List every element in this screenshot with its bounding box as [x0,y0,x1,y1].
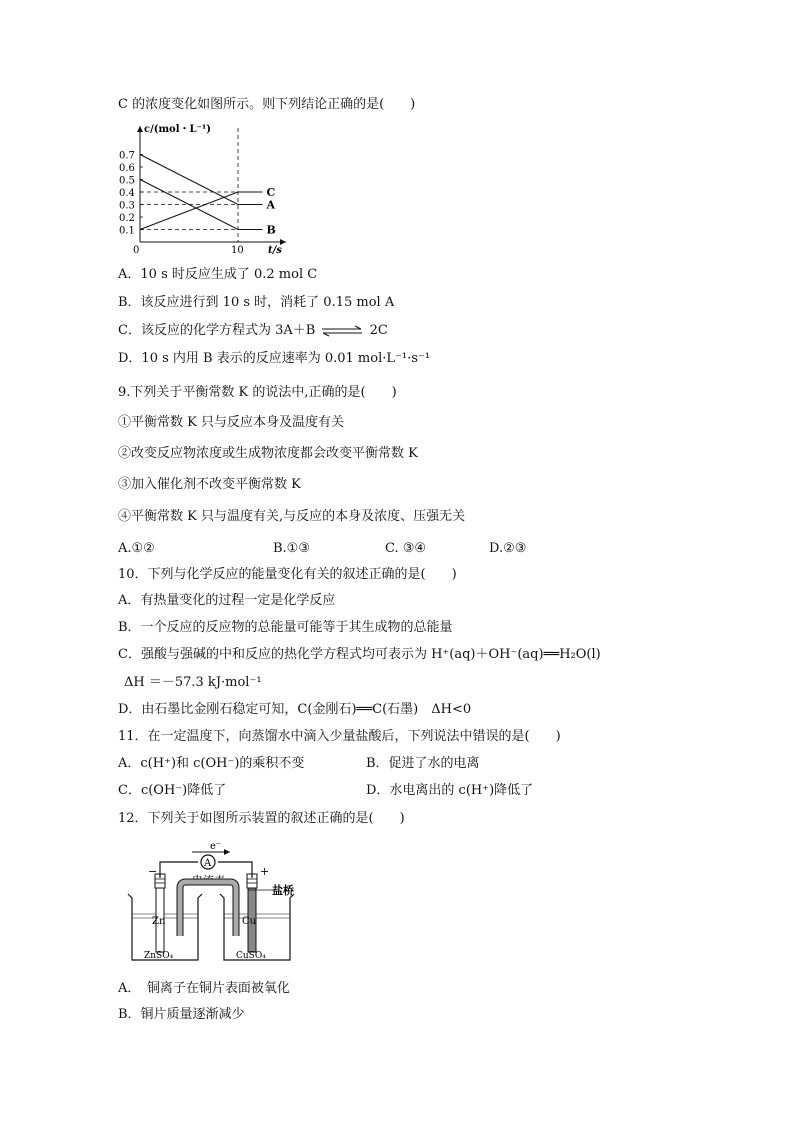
q11-option-b: B．促进了水的电离 [366,756,480,771]
q10-option-b: B．一个反应的反应物的总能量可能等于其生成物的总能量 [118,620,453,635]
q9-option-c: C. ③④ [385,541,427,556]
q9-item-2: ②改变反应物浓度或生成物浓度都会改变平衡常数 K [118,446,418,461]
y-tick-label: 0.4 [119,188,135,199]
q9-item-1: ①平衡常数 K 只与反应本身及温度有关 [118,415,344,430]
left-solution-label: ZnSO₄ [144,951,174,961]
x-tick-label: 0 [133,245,140,256]
x-tick-label: 10 [231,245,244,256]
chart-labels [119,124,282,256]
ammeter-label: 电流表 [192,874,225,887]
y-axis-arrow-icon [137,126,143,132]
q9-item-4: ④平衡常数 K 只与温度有关,与反应的本身及浓度、压强无关 [118,509,466,524]
y-tick-label: 0.5 [119,175,135,187]
y-tick-label: 0.7 [119,150,135,162]
q8-stem: C 的浓度变化如图所示。则下列结论正确的是( ) [118,97,416,112]
chart-axes [137,126,286,245]
right-solution-label: CuSO₄ [236,951,266,961]
q9-option-d: D.②③ [489,541,527,556]
q10-option-d: D．由石墨比金刚石稳定可知，C(金刚石)══C(石墨) ΔH<0 [118,702,472,717]
chart-series [140,155,263,230]
q10-option-c-enthalpy: ΔH ＝－57.3 kJ·mol⁻¹ [124,675,262,690]
q12-stem: 12．下列关于如图所示装置的叙述正确的是( ) [118,811,405,826]
chart-dashed-guides [140,128,238,242]
q9-item-3: ③加入催化剂不改变平衡常数 K [118,477,301,492]
zinc-label: Zn [152,916,166,927]
y-tick-label: 0.1 [119,225,135,237]
concentration-chart [118,118,298,260]
q8-option-d: D．10 s 内用 B 表示的反应速率为 0.01 mol·L⁻¹·s⁻¹ [118,351,430,366]
copper-label: Cu [242,916,257,927]
q8-option-c-suffix: 2C [369,323,388,338]
x-axis-label: t/s [268,245,282,256]
q9-option-b: B.①③ [273,541,310,556]
q10-stem: 10．下列与化学反应的能量变化有关的叙述正确的是( ) [118,567,457,582]
y-tick-label: 0.3 [119,200,135,212]
series-label-A: A [266,198,276,212]
galvanic-cell-diagram [122,838,322,970]
q12-option-b: B．铜片质量逐渐减少 [118,1007,245,1022]
q10-option-c: C．强酸与强碱的中和反应的热化学方程式均可表示为 H⁺(aq)＋OH⁻(aq)══H₂O(l) [118,647,601,662]
q11-option-d: D．水电离出的 c(H⁺)降低了 [366,783,534,798]
positive-sign: + [260,865,270,878]
q10-option-a: A．有热量变化的过程一定是化学反应 [118,593,336,608]
salt-bridge [180,882,236,936]
q8-option-a: A．10 s 时反应生成了 0.2 mol C [118,267,318,282]
q8-option-b: B．该反应进行到 10 s 时，消耗了 0.15 mol A [118,295,395,310]
q8-option-c [118,322,388,340]
series-label-B: B [266,223,276,237]
negative-sign: − [148,865,158,878]
q9-stem: 9.下列关于平衡常数 K 的说法中,正确的是( ) [118,385,397,400]
q8-option-c-prefix: C．该反应的化学方程式为 3A＋B [118,323,316,338]
y-tick-label: 0.6 [119,163,135,174]
q11-stem: 11．在一定温度下，向蒸馏水中滴入少量盐酸后，下列说法中错误的是( ) [118,729,561,744]
series-label-C: C [266,186,276,199]
q11-option-c: C．c(OH⁻)降低了 [118,783,227,798]
q11-option-a: A．c(H⁺)和 c(OH⁻)的乘积不变 [118,756,305,771]
q12-option-a: A． 铜离子在铜片表面被氧化 [118,981,290,996]
salt-bridge-label: 盐桥 [272,884,294,897]
series-line-A [140,155,263,205]
y-tick-label: 0.2 [119,213,135,224]
y-axis-label: c/(mol・L⁻¹) [144,124,211,135]
ammeter-symbol: A [204,858,212,869]
electron-label: e⁻ [210,841,222,852]
equilibrium-arrow-icon [319,325,365,337]
q9-option-a: A.①② [118,541,155,556]
